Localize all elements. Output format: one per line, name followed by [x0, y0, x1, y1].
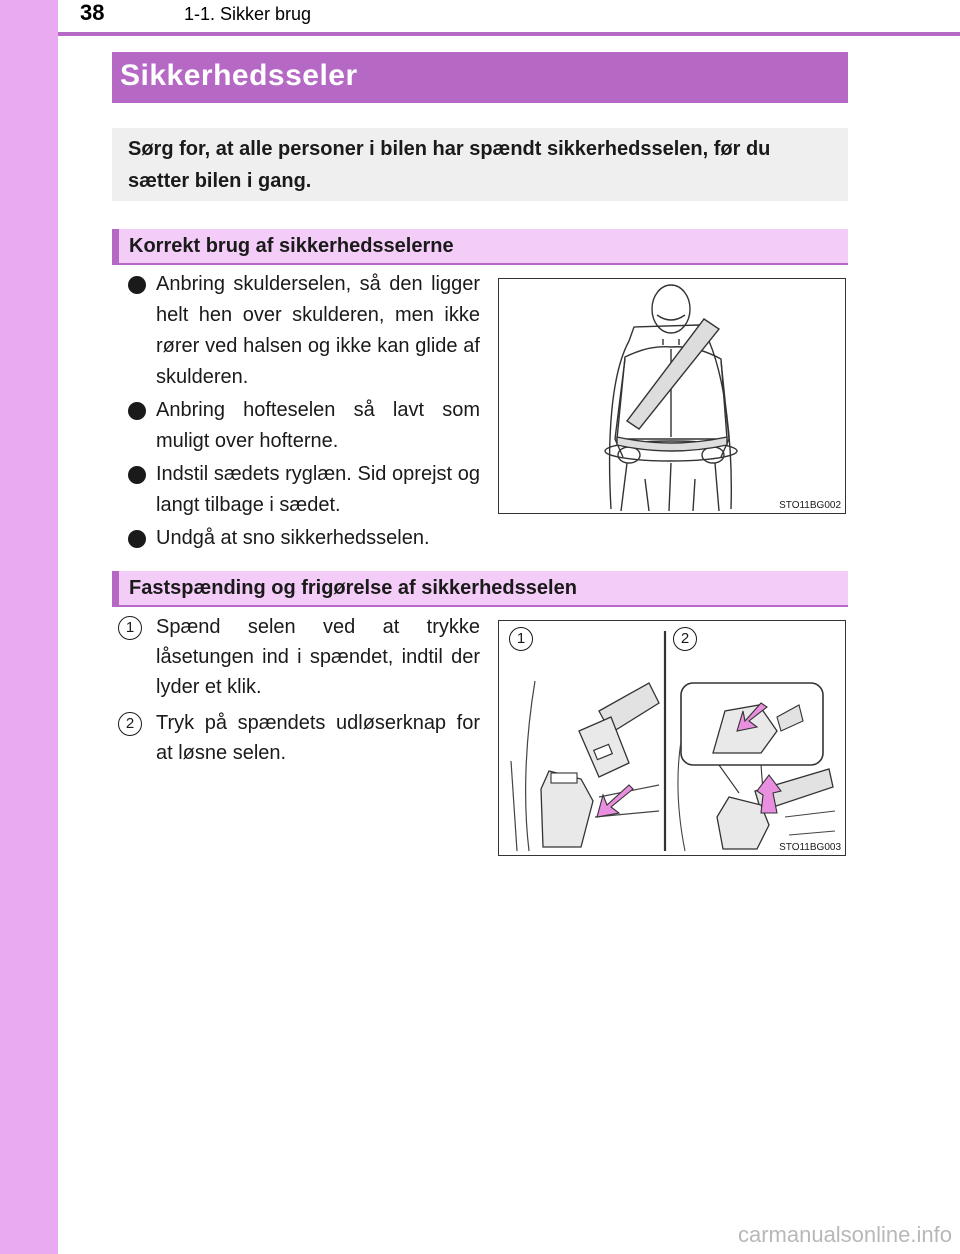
bullet-icon [128, 402, 146, 420]
buckle-illustration [498, 620, 846, 856]
list-item-text: Undgå at sno sikkerhedsselen. [156, 527, 430, 549]
list-item-text: Indstil sædets ryglæn. Sid oprejst og langt tilbage i sædet. [156, 463, 480, 516]
bullet-icon [128, 530, 146, 548]
fastening-steps [116, 612, 480, 774]
seatbelt-wearer-drawing [499, 279, 845, 512]
list-item [126, 459, 480, 521]
figure-label-2: 2 [673, 627, 697, 651]
page-number: 38 [80, 0, 105, 25]
list-item [116, 708, 480, 768]
section-heading-correct-use: Korrekt brug af sikkerhedsselerne [112, 229, 848, 265]
step-text: Spænd selen ved at trykke låsetungen ind i spændet, indtil der lyder et klik. [156, 616, 480, 698]
correct-use-list [126, 269, 480, 556]
figure-code: STO11BG002 [779, 500, 841, 511]
header-rule [58, 32, 960, 36]
buckle-drawing [499, 621, 845, 854]
bullet-icon [128, 276, 146, 294]
page-title: Sikkerhedsseler [112, 52, 848, 103]
list-item [126, 395, 480, 457]
figure-label-1: 1 [509, 627, 533, 651]
intro-text: Sørg for, at alle personer i bilen har spændt sikkerhedsselen, før du sætter bilen i gang. [128, 138, 771, 192]
section-path: 1-1. Sikker brug [184, 4, 312, 24]
intro-box [112, 128, 848, 201]
figure-code: STO11BG003 [779, 842, 841, 853]
section-heading-fastening: Fastspænding og frigørelse af sikkerhedsselen [112, 571, 848, 607]
list-item-text: Anbring skulderselen, så den ligger helt hen over skulderen, men ikke rører ved halsen og ikke kan glide af skulderen. [156, 273, 480, 388]
bullet-icon [128, 466, 146, 484]
step-text: Tryk på spændets udløserknap for at løsne selen. [156, 712, 480, 764]
watermark: carmanualsonline.info [737, 1222, 952, 1247]
list-item [126, 523, 480, 554]
step-number-badge: 2 [118, 712, 142, 736]
list-item [126, 269, 480, 393]
seated-person-illustration [498, 278, 846, 514]
list-item-text: Anbring hofteselen så lavt som muligt over hofterne. [156, 399, 480, 452]
list-item [116, 612, 480, 702]
step-number-badge: 1 [118, 616, 142, 640]
page-side-tab [0, 0, 58, 1254]
